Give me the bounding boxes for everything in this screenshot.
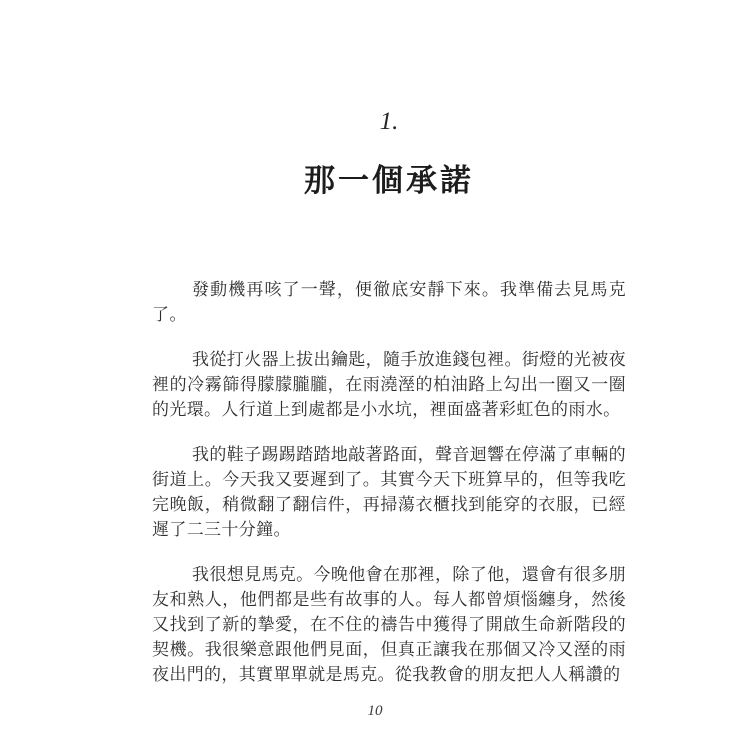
body-text bbox=[152, 277, 626, 707]
page-number: 10 bbox=[367, 703, 383, 719]
chapter-number: 1. bbox=[379, 108, 399, 135]
paragraph: 我的鞋子踢踢踏踏地敲著路面，聲音迴響在停滿了車輛的街道上。今天我又要遲到了。其實今天下班算早的，但等我吃完晚飯，稍微翻了翻信件，再掃蕩衣櫃找到能穿的衣服，已經遲了二三十分鐘。 bbox=[152, 445, 626, 539]
paragraph: 我很想見馬克。今晚他會在那裡，除了他，還會有很多朋友和熟人，他們都是些有故事的人。每人都曾煩惱纏身，然後又找到了新的摯愛，在不住的禱告中獲得了開啟生命新階段的契機。我很樂意跟他們見面，但真正讓我在那個又冷又溼的雨夜出門的，其實單單就是馬克。從我教會的朋友把人人稱讚的 bbox=[152, 565, 626, 684]
paragraph: 發動機再咳了一聲，便徹底安靜下來。我準備去見馬克了。 bbox=[152, 280, 626, 324]
chapter-title: 那一個承諾 bbox=[304, 163, 474, 198]
paragraph: 我從打火器上拔出鑰匙，隨手放進錢包裡。街燈的光被夜裡的冷霧篩得朦朦朧朧，在雨澆溼的柏油路上勾出一圈又一圈的光環。人行道上到處都是小水坑，裡面盛著彩虹色的雨水。 bbox=[152, 350, 626, 419]
